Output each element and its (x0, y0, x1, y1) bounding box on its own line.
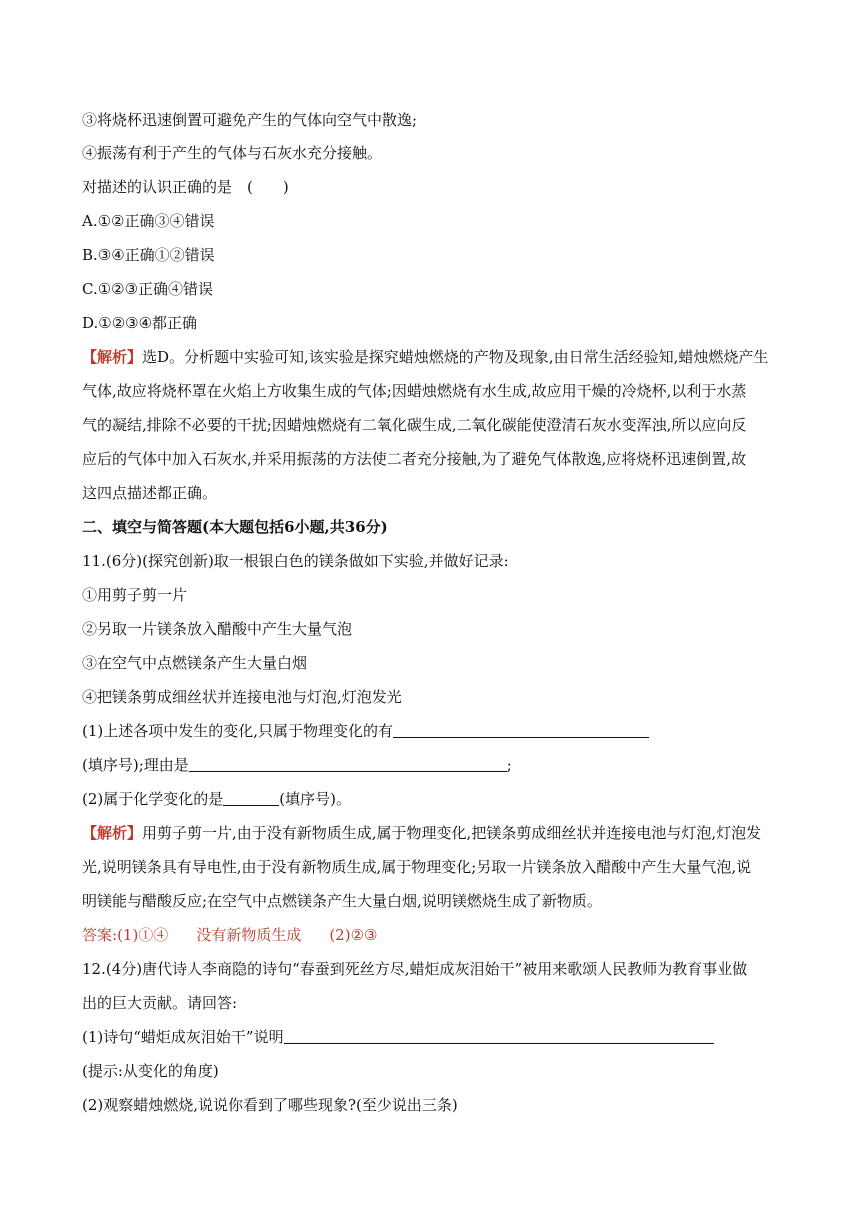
analysis-tag: 【解析】 (82, 348, 143, 366)
q11-sub2 (82, 789, 351, 809)
q12-sub2: (2)观察蜡烛燃烧,说说你看到了哪些现象?(至少说出三条) (82, 1096, 458, 1114)
q12-hint: (提示:从变化的角度) (82, 1062, 219, 1080)
q11-sub1-cont-suffix: ; (506, 756, 512, 774)
q11-sub1-prefix: (1)上述各项中发生的变化,只属于物理变化的有 (82, 722, 394, 740)
q10-stem: 对描述的认识正确的是 ( ) (82, 178, 289, 196)
q11-answer (82, 925, 377, 945)
q10-analysis-line: 这四点描述都正确。 (82, 484, 218, 502)
q12-stem-line2: 出的巨大贡献。请回答: (82, 994, 238, 1012)
q11-sub2-prefix: (2)属于化学变化的是 (82, 790, 224, 808)
q12-sub1 (82, 1027, 714, 1047)
q11-sub1-cont-prefix: (填序号);理由是 (82, 756, 189, 774)
answer-blank[interactable] (393, 723, 649, 738)
q11-step-3: ③在空气中点燃镁条产生大量白烟 (82, 654, 308, 672)
answer-blank[interactable] (284, 1029, 714, 1044)
q11-sub1-continued (82, 755, 512, 775)
q10-option-b: B.③④正确①②错误 (82, 246, 215, 264)
q12-stem-line1: 12.(4分)唐代诗人李商隐的诗句“春蚕到死丝方尽,蜡炬成灰泪始干”被用来歌颂人民教师为教育事业做 (82, 960, 748, 978)
section-heading: 二、填空与简答题(本大题包括6小题,共36分) (82, 518, 388, 536)
q10-option-d: D.①②③④都正确 (82, 314, 198, 332)
q11-sub1 (82, 721, 649, 741)
q12-sub1-prefix: (1)诗句“蜡炬成灰泪始干”说明 (82, 1028, 284, 1046)
analysis-text: 选D。分析题中实验可知,该实验是探究蜡烛燃烧的产物及现象,由日常生活经验知,蜡烛燃烧产生 (142, 348, 769, 366)
q11-analysis-line (82, 823, 761, 843)
q11-sub2-suffix: (填序号)。 (279, 790, 351, 808)
q11-analysis-line: 明镁能与醋酸反应;在空气中点燃镁条产生大量白烟,说明镁燃烧生成了新物质。 (82, 892, 602, 910)
q11-analysis-line: 光,说明镁条具有导电性,由于没有新物质生成,属于物理变化;另取一片镁条放入醋酸中产生大量气泡,说 (82, 858, 752, 876)
q10-analysis-line: 应后的气体中加入石灰水,并采用振荡的方法使二者充分接触,为了避免气体散逸,应将烧杯迅速倒置,故 (82, 450, 747, 468)
q10-analysis-line: 气的凝结,排除不必要的干扰;因蜡烛燃烧有二氧化碳生成,二氧化碳能使澄清石灰水变浑浊,所以应向反 (82, 416, 747, 434)
answer-label: 答案: (82, 926, 118, 944)
answer-part-3: (2)②③ (329, 926, 378, 944)
q10-item-3: ③将烧杯迅速倒置可避免产生的气体向空气中散逸; (82, 111, 418, 129)
q10-option-a: A.①②正确③④错误 (82, 212, 215, 230)
q11-step-1: ①用剪子剪一片 (82, 586, 188, 604)
answer-blank[interactable] (223, 791, 279, 806)
q11-stem: 11.(6分)(探究创新)取一根银白色的镁条做如下实验,并做好记录: (82, 552, 509, 570)
analysis-tag: 【解析】 (82, 824, 143, 842)
q10-option-c: C.①②③正确④错误 (82, 280, 214, 298)
answer-blank[interactable] (189, 757, 507, 772)
q10-analysis-line (82, 347, 768, 367)
q10-analysis-line: 气体,故应将烧杯罩在火焰上方收集生成的气体;因蜡烛燃烧有水生成,故应用干燥的冷烧杯,以利于水蒸 (82, 382, 747, 400)
q10-item-4: ④振荡有利于产生的气体与石灰水充分接触。 (82, 144, 383, 162)
q11-step-4: ④把镁条剪成细丝状并连接电池与灯泡,灯泡发光 (82, 688, 402, 706)
answer-part-2: 没有新物质生成 (196, 926, 302, 944)
q11-step-2: ②另取一片镁条放入醋酸中产生大量气泡 (82, 620, 353, 638)
answer-part-1: (1)①④ (117, 926, 169, 944)
analysis-text: 用剪子剪一片,由于没有新物质生成,属于物理变化,把镁条剪成细丝状并连接电池与灯泡,灯泡发 (142, 824, 762, 842)
